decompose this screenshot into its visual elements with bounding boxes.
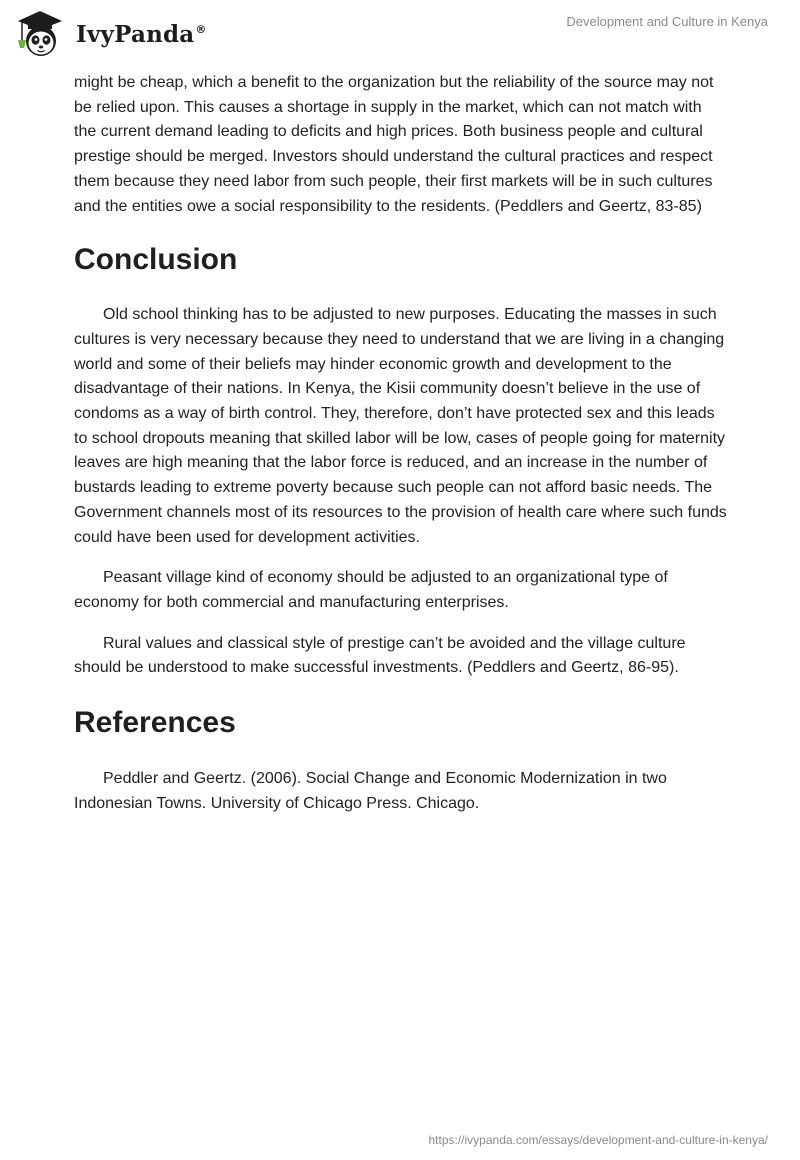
ivypanda-logo[interactable] (14, 8, 207, 58)
conclusion-paragraph-3: Rural values and classical style of prestige can’t be avoided and the village culture should be understood to make successful investments. (Peddlers and Geertz, 86-95). (74, 634, 686, 677)
intro-paragraph: might be cheap, which a benefit to the organization but the reliability of the source may not be relied upon. This causes a shortage in supply in the market, which can not match with the current demand leading to deficits and high prices. Both business people and cultural prestige should be merged. Investors should understand the cultural practices and respect them because they need labor from such people, their first markets will be in such cultures and the entities owe a social responsibility to the residents. (Peddlers and Geertz, 83-85) (74, 74, 714, 215)
reference-entry: Peddler and Geertz. (2006). Social Change and Economic Modernization in two Indonesian Towns. University of Chicago Press. Chicago. (74, 770, 667, 812)
conclusion-heading: Conclusion (74, 243, 238, 277)
conclusion-paragraph-2: Peasant village kind of economy should be adjusted to an organizational type of economy for both commercial and manufacturing enterprises. (74, 569, 668, 611)
source-url-link[interactable]: https://ivypanda.com/essays/development-and-culture-in-kenya/ (428, 1133, 768, 1147)
conclusion-paragraph-1: Old school thinking has to be adjusted to new purposes. Educating the masses in such cultures is very necessary because they need to understand that we are living in a changing world and some of their beliefs may hinder economic growth and development to the disadvantage of their nations. In Kenya, the Kisii community doesn’t believe in the use of condoms as a way of birth control. They, therefore, don’t have protected sex and this leads to school dropouts meaning that skilled labor will be low, cases of people going for maternity leaves are high meaning that the labor force is reduced, and an increase in the number of bustards leading to extreme poverty because such people can not afford basic needs. The Government channels most of its resources to the provision of health care where such funds could have been used for development activities. (74, 306, 727, 546)
brand-name: IvyPanda® (76, 20, 207, 48)
page-header (0, 0, 800, 62)
panda-graduate-icon (14, 8, 72, 58)
references-heading: References (74, 706, 236, 740)
essay-body (74, 71, 728, 832)
registered-mark: ® (195, 22, 207, 36)
document-title: Development and Culture in Kenya (566, 14, 768, 29)
